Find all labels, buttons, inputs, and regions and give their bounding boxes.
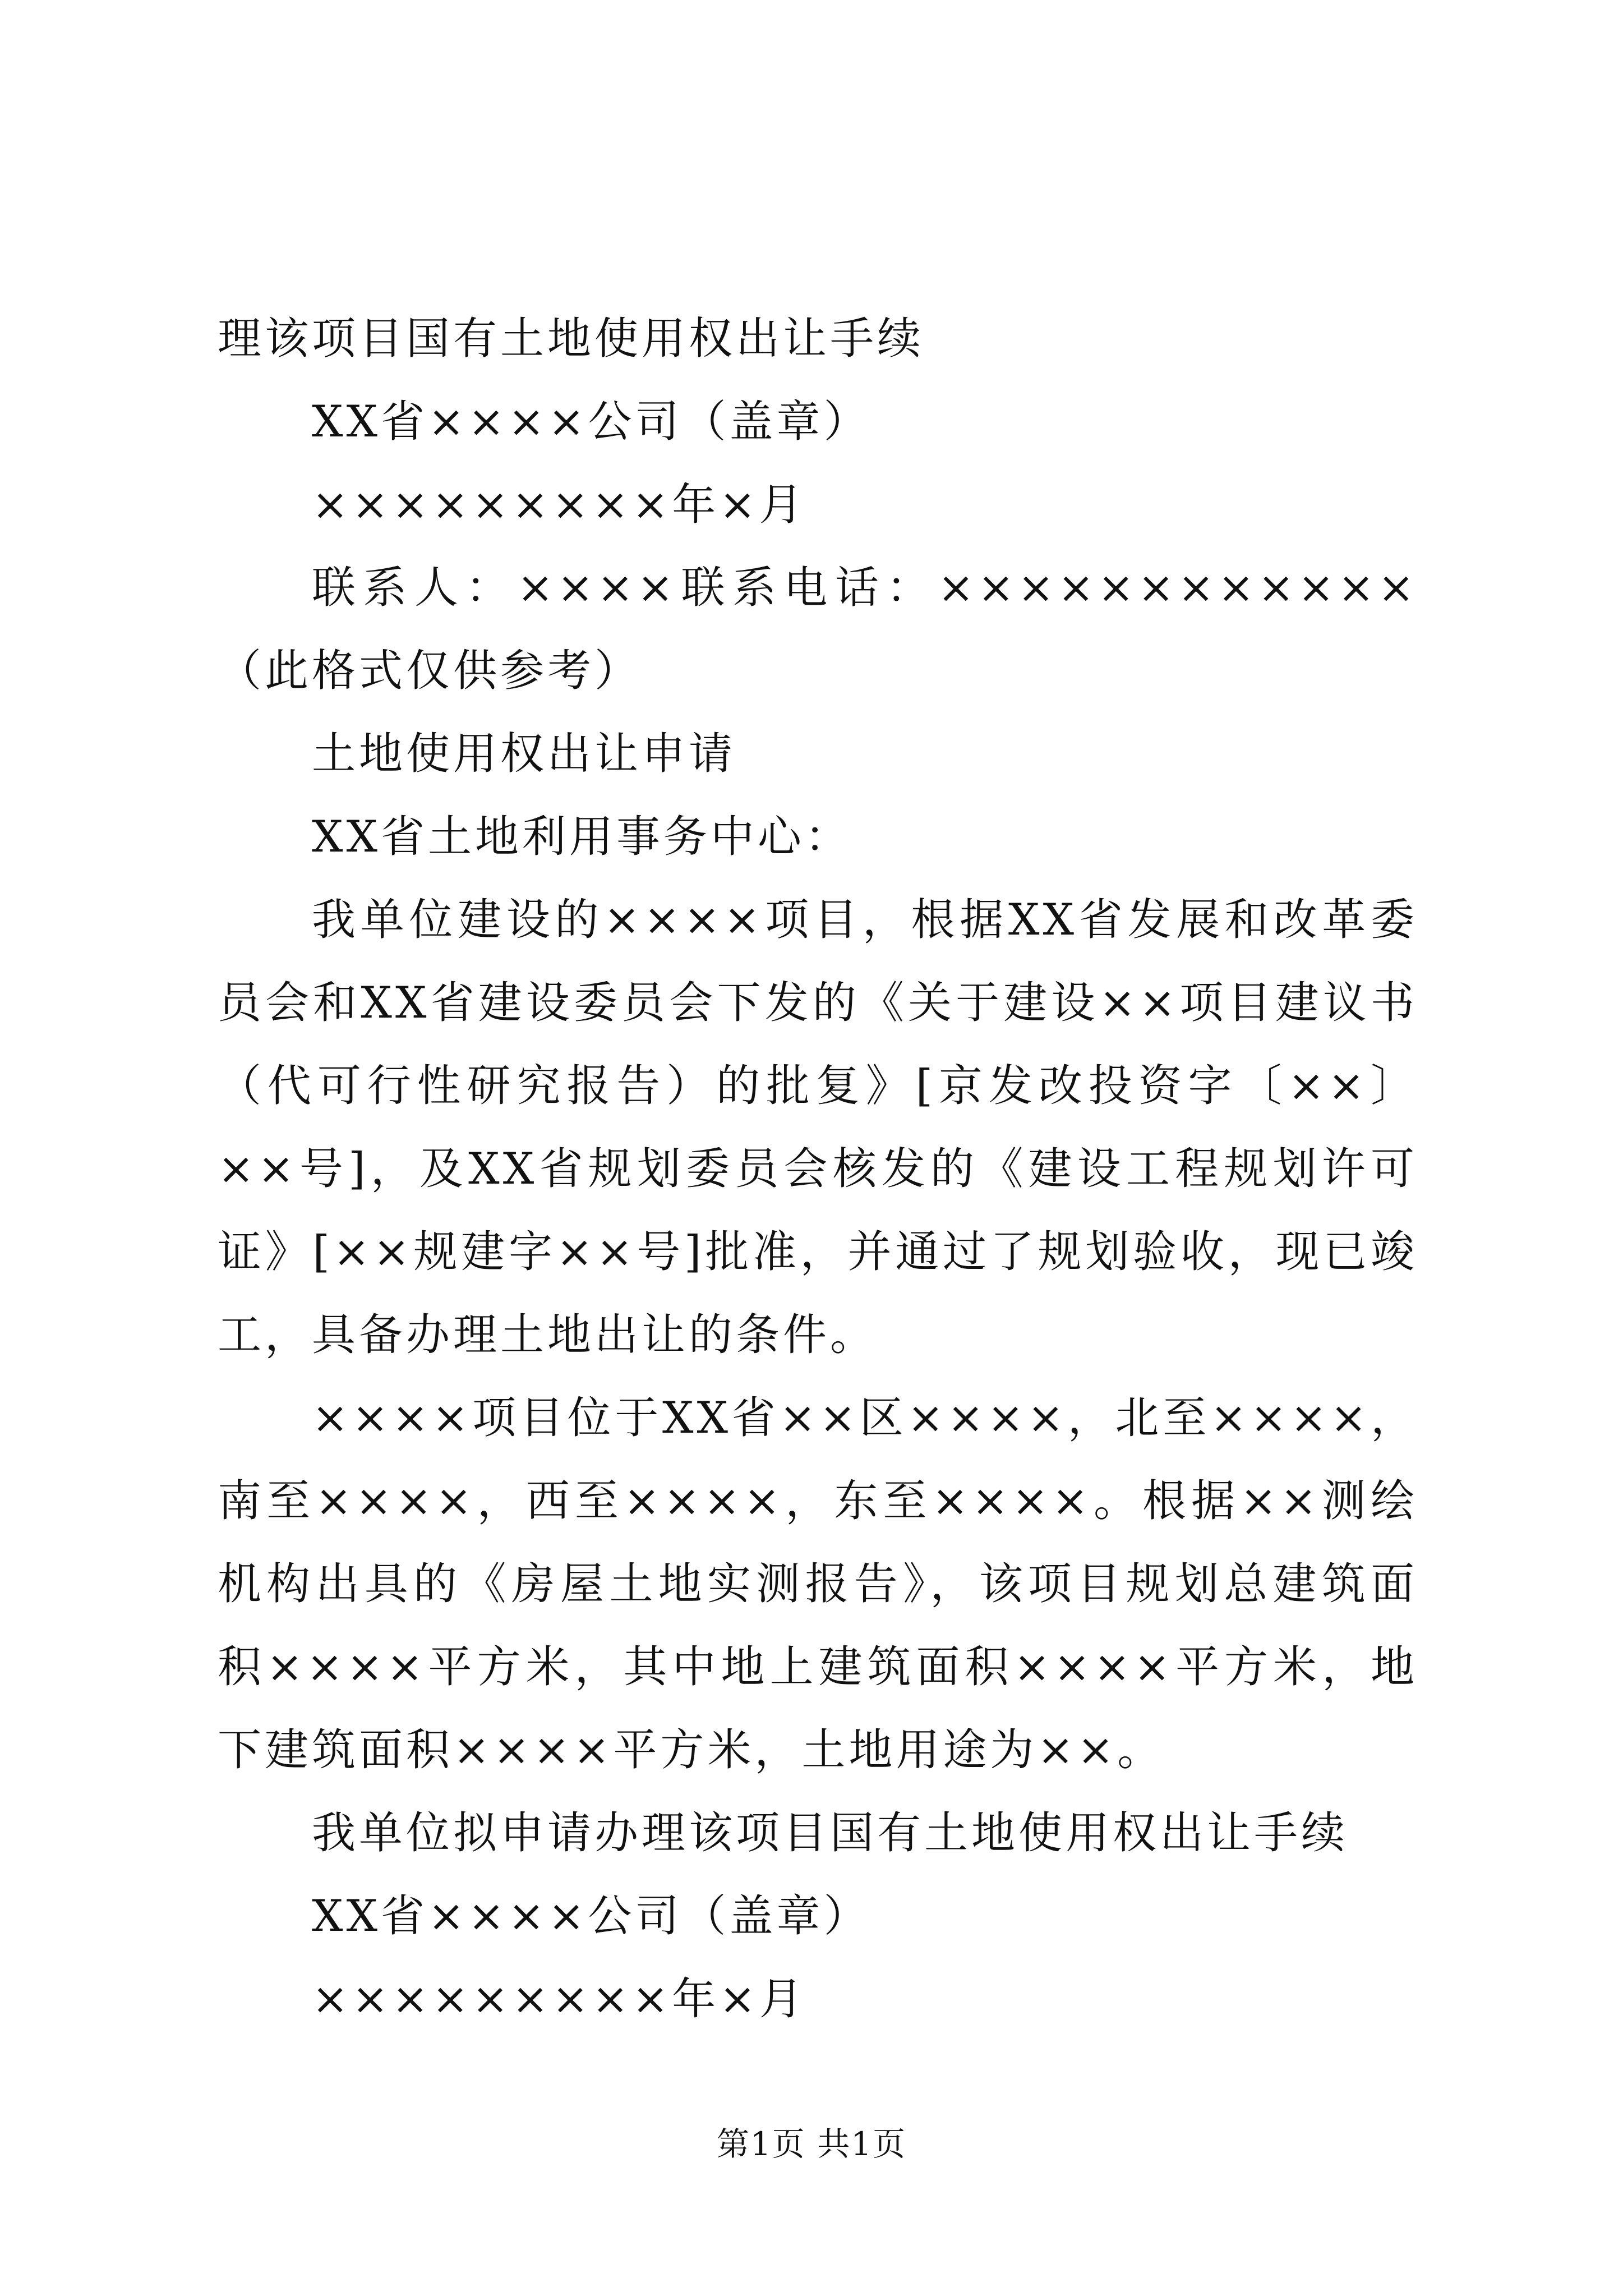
closing-company-seal-line: XX省××××公司（盖章）: [312, 1891, 871, 1941]
application-heading: 土地使用权出让申请: [312, 729, 736, 779]
date-line: ×××××××××年×月: [312, 480, 806, 530]
addressee-line: XX省土地利用事务中心：: [312, 812, 852, 862]
contact-paragraph: 联系人：××××联系电话：××××××××××××（此格式仅供参考）: [218, 563, 1418, 696]
project-location-paragraph: ××××项目位于XX省××区××××，北至××××，南至××××，西至××××，东至××××。根据××测绘机构出具的《房屋土地实测报告》，该项目规划总建筑面积××××平方米，其中地上建筑面积××××平方米，地下建筑面积××××平方米，土地用途为××。: [218, 1393, 1418, 1775]
project-approval-paragraph: 我单位建设的××××项目，根据XX省发展和改革委员会和XX省建设委员会下发的《关于建设××项目建议书（代可行性研究报告）的批复》[京发改投资字〔××〕××号]，及XX省规划委员会核发的《建设工程规划许可证》[××规建字××号]批准，并通过了规划验收，现已竣工，具备办理土地出让的条件。: [218, 895, 1418, 1360]
continued-line: 理该项目国有土地使用权出让手续: [218, 314, 925, 364]
page-footer: 第1页 共1页: [716, 2125, 907, 2163]
company-seal-line: XX省××××公司（盖章）: [312, 397, 871, 447]
application-statement: 我单位拟申请办理该项目国有土地使用权出让手续: [312, 1808, 1349, 1858]
document-body: [218, 297, 1418, 2041]
closing-date-line: ×××××××××年×月: [312, 1974, 806, 2024]
